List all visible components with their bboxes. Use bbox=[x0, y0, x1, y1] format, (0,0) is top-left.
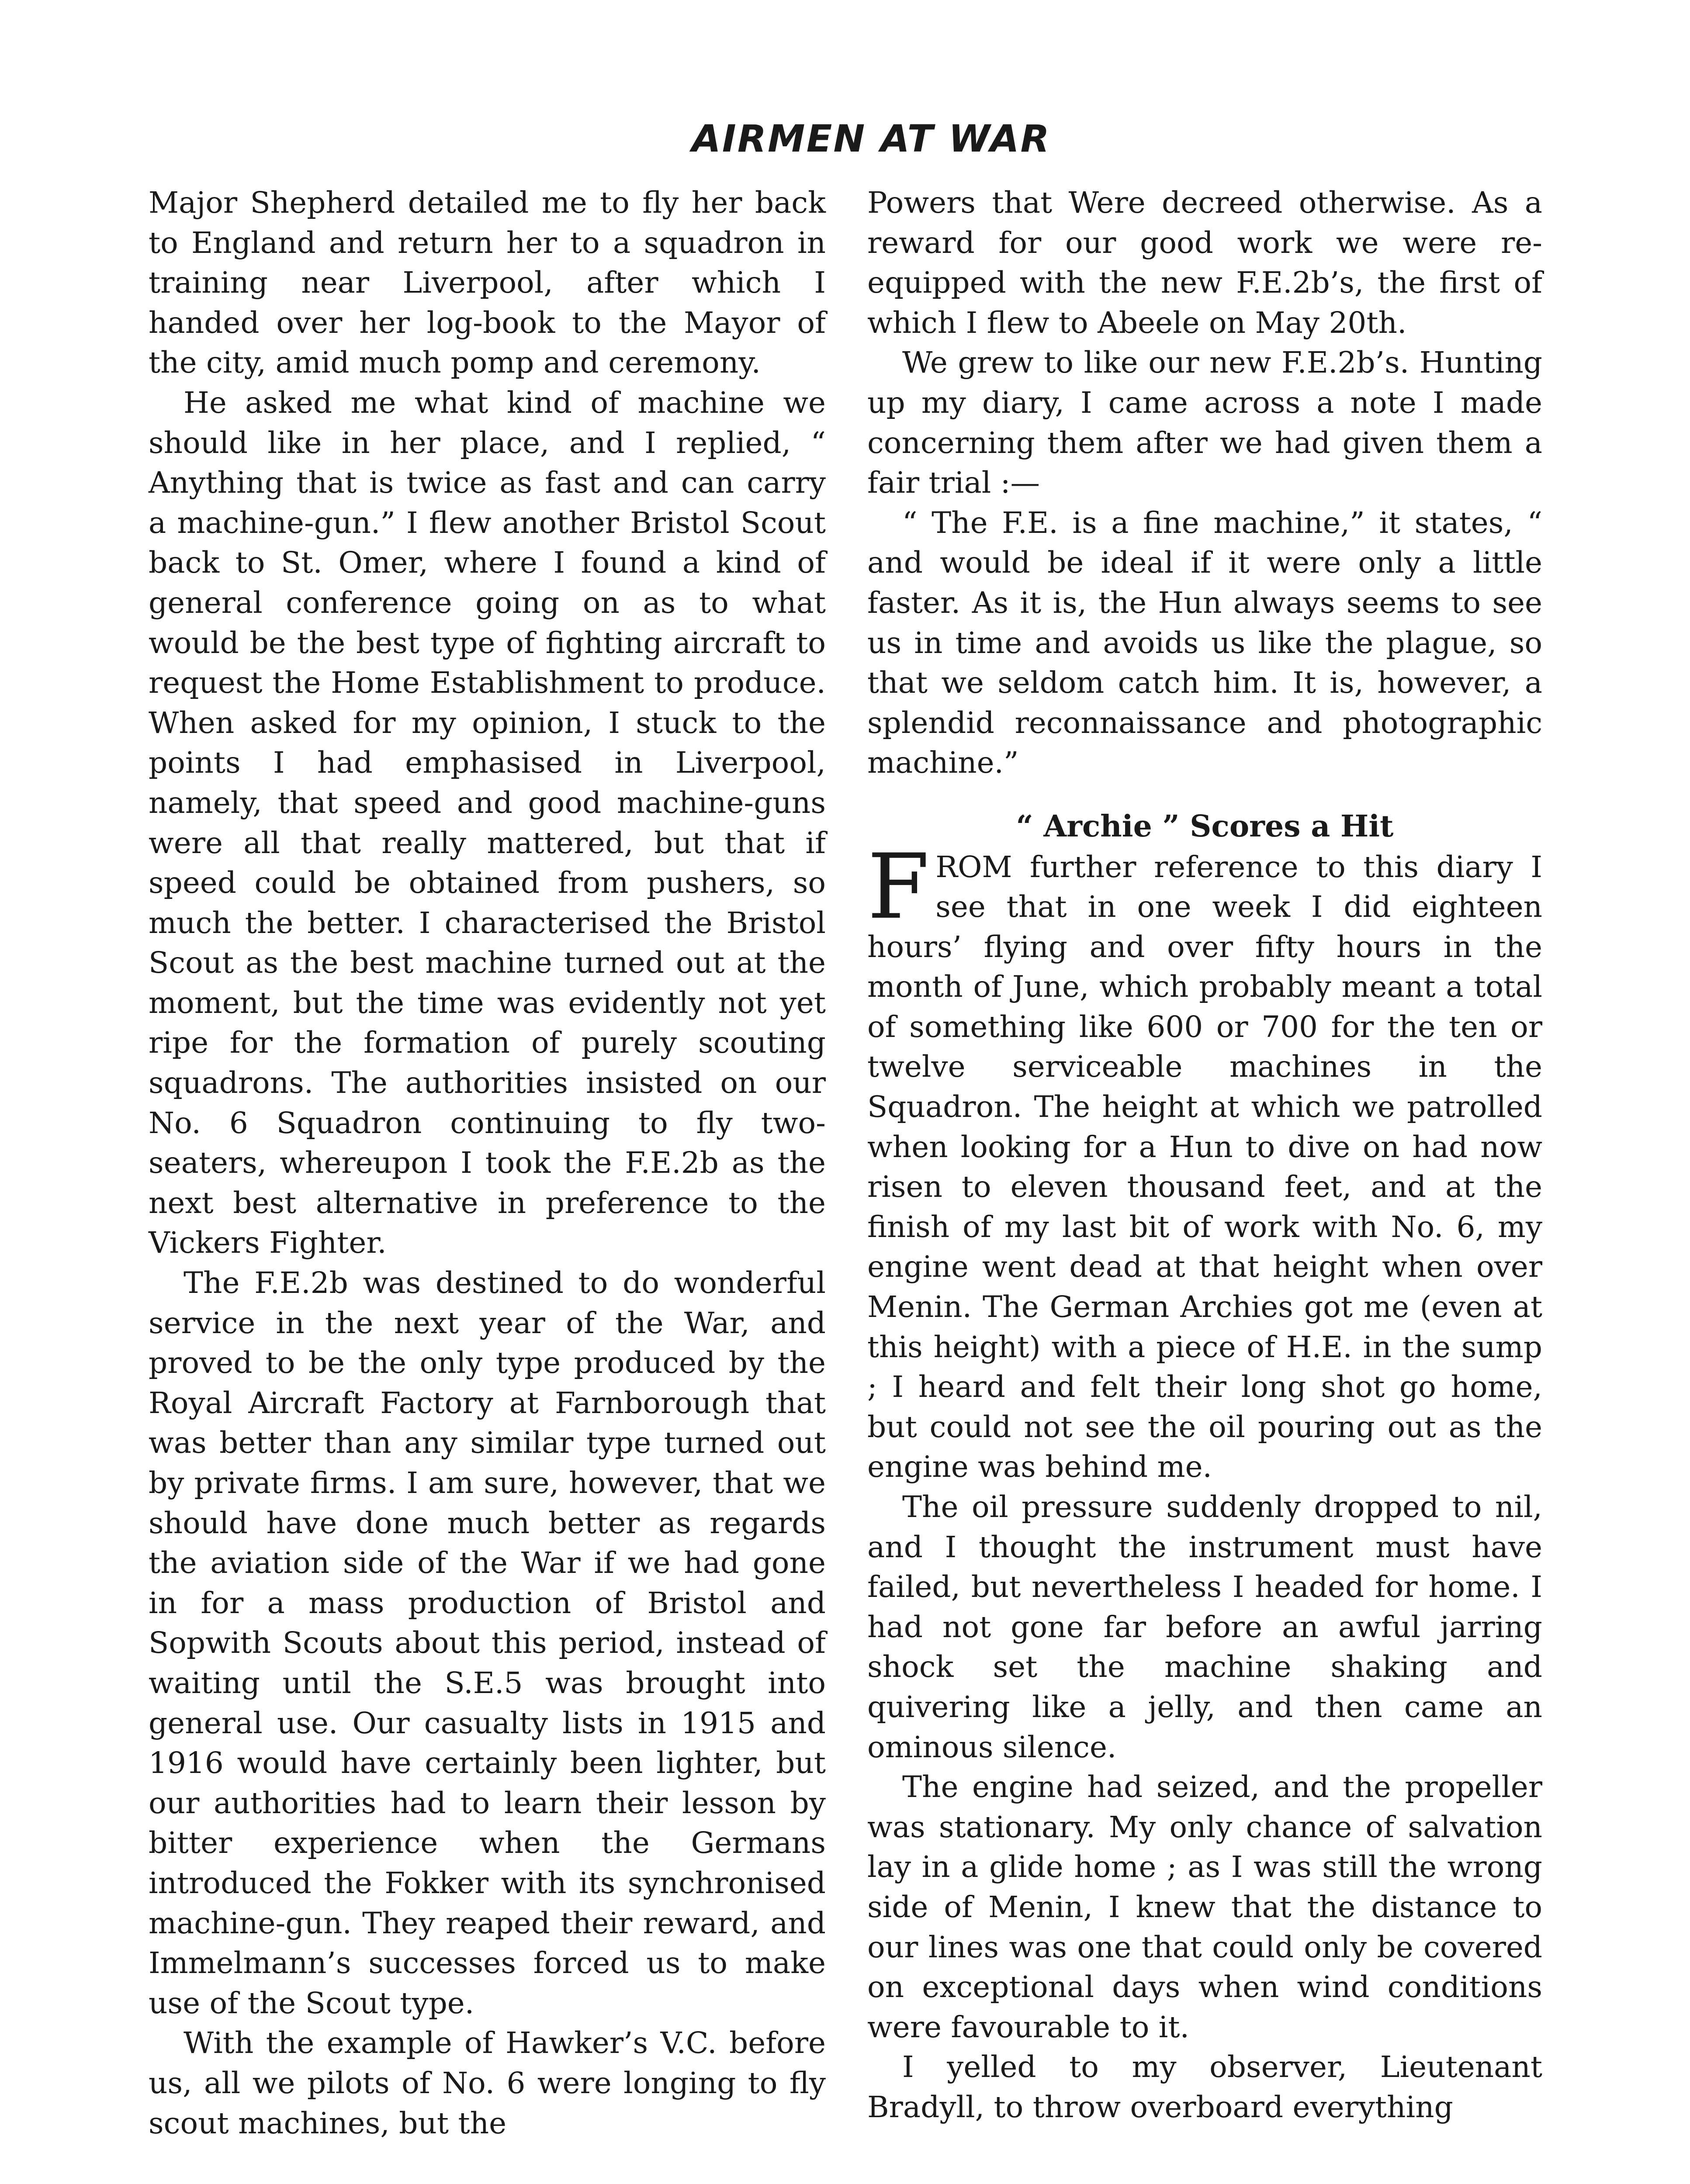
paragraph: The F.E.2b was destined to do wonderful service in the next year of the War, and proved to be the only type produced by the Royal Aircraft Factory at Farnborough that was better than any similar type turned out by private firms. I am sure, however, that we should have done much better as regards the aviation side of the War if we had gone in for a mass production of Bristol and Sopwith Scouts about this period, instead of waiting until the S.E.5 was brought into general use. Our casualty lists in 1915 and 1916 would have certainly been lighter, but our authorities had to learn their lesson by bitter experience when the Germans introduced the Fokker with its synchronised machine-gun. They reaped their reward, and Immelmann’s successes forced us to make use of the Scout type. bbox=[149, 1265, 826, 2020]
paragraph: The engine had seized, and the propeller was stationary. My only chance of salvation lay in a glide home ; as I was still the wrong side of Menin, I knew that the distance to our lines was one that could only be covered on exceptional days when wind conditions were favourable to it. bbox=[867, 1769, 1542, 2044]
dropcap-paragraph-text: ROM further reference to this diary I see that in one week I did eighteen hours’ flying and over fifty hours in the month of June, which probably meant a total of something like 600 or 700 for the ten or twelve serviceable machines in the Squadron. The height at which we patrolled when looking for a Hun to dive on had now risen to eleven thousand feet, and at the finish of my last bit of work with No. 6, my engine went dead at that height when over Menin. The German Archies got me (even at this height) with a piece of H.E. in the sump ; I heard and felt their long shot go home, but could not see the oil pouring out as the engine was behind me. bbox=[867, 849, 1542, 1484]
paragraph: I yelled to my observer, Lieutenant Bradyll, to throw overboard everything bbox=[867, 2049, 1542, 2124]
section-heading: “ Archie ” Scores a Hit bbox=[1016, 809, 1394, 844]
paragraph: “ The F.E. is a fine machine,” it states, “ and would be ideal if it were only a little faster. As it is, the Hun always seems to see us in time and avoids us like the plague, so that we seldom catch him. It is, however, a splendid reconnaissance and photographic machine.” bbox=[867, 505, 1542, 780]
paragraph: Major Shepherd detailed me to fly her back to England and return her to a squadron in training near Liverpool, after which I handed over her log-book to the Mayor of the city, amid much pomp and ceremony. bbox=[149, 185, 826, 380]
paragraph: With the example of Hawker’s V.C. before us, all we pilots of No. 6 were longing to fly scout machines, but the bbox=[149, 2025, 826, 2140]
paragraph: He asked me what kind of machine we should like in her place, and I replied, “ Anything that is twice as fast and can carry a machine-gun.” I flew another Bristol Scout back to St. Omer, where I found a kind of general conference going on as to what would be the best type of fighting aircraft to request the Home Establishment to produce. When asked for my opinion, I stuck to the points I had emphasised in Liverpool, namely, that speed and good machine-guns were all that really mattered, but that if speed could be obtained from pushers, so much the better. I characterised the Bristol Scout as the best machine turned out at the moment, but the time was evidently not yet ripe for the formation of purely scouting squadrons. The authorities insisted on our No. 6 Squadron continuing to fly two-seaters, whereupon I took the F.E.2b as the next best alternative in preference to the Vickers Fighter. bbox=[149, 385, 826, 1260]
paragraph: The oil pressure suddenly dropped to nil, and I thought the instrument must have failed, but nevertheless I headed for home. I had not gone far before an awful jarring shock set the machine shaking and quivering like a jelly, and then came an ominous silence. bbox=[867, 1489, 1542, 1764]
drop-cap: F bbox=[867, 835, 930, 939]
right-column bbox=[867, 183, 1542, 2127]
left-column bbox=[149, 183, 826, 2143]
dropcap-paragraph bbox=[867, 835, 1542, 1487]
paragraph: Powers that Were decreed otherwise. As a reward for our good work we were re-equipped with the new F.E.2b’s, the first of which I flew to Abeele on May 20th. bbox=[867, 185, 1542, 340]
paragraph: We grew to like our new F.E.2b’s. Hunting up my diary, I came across a note I made concerning them after we had given them a fair trial :— bbox=[867, 345, 1542, 500]
page-title: AIRMEN AT WAR bbox=[692, 117, 1051, 161]
